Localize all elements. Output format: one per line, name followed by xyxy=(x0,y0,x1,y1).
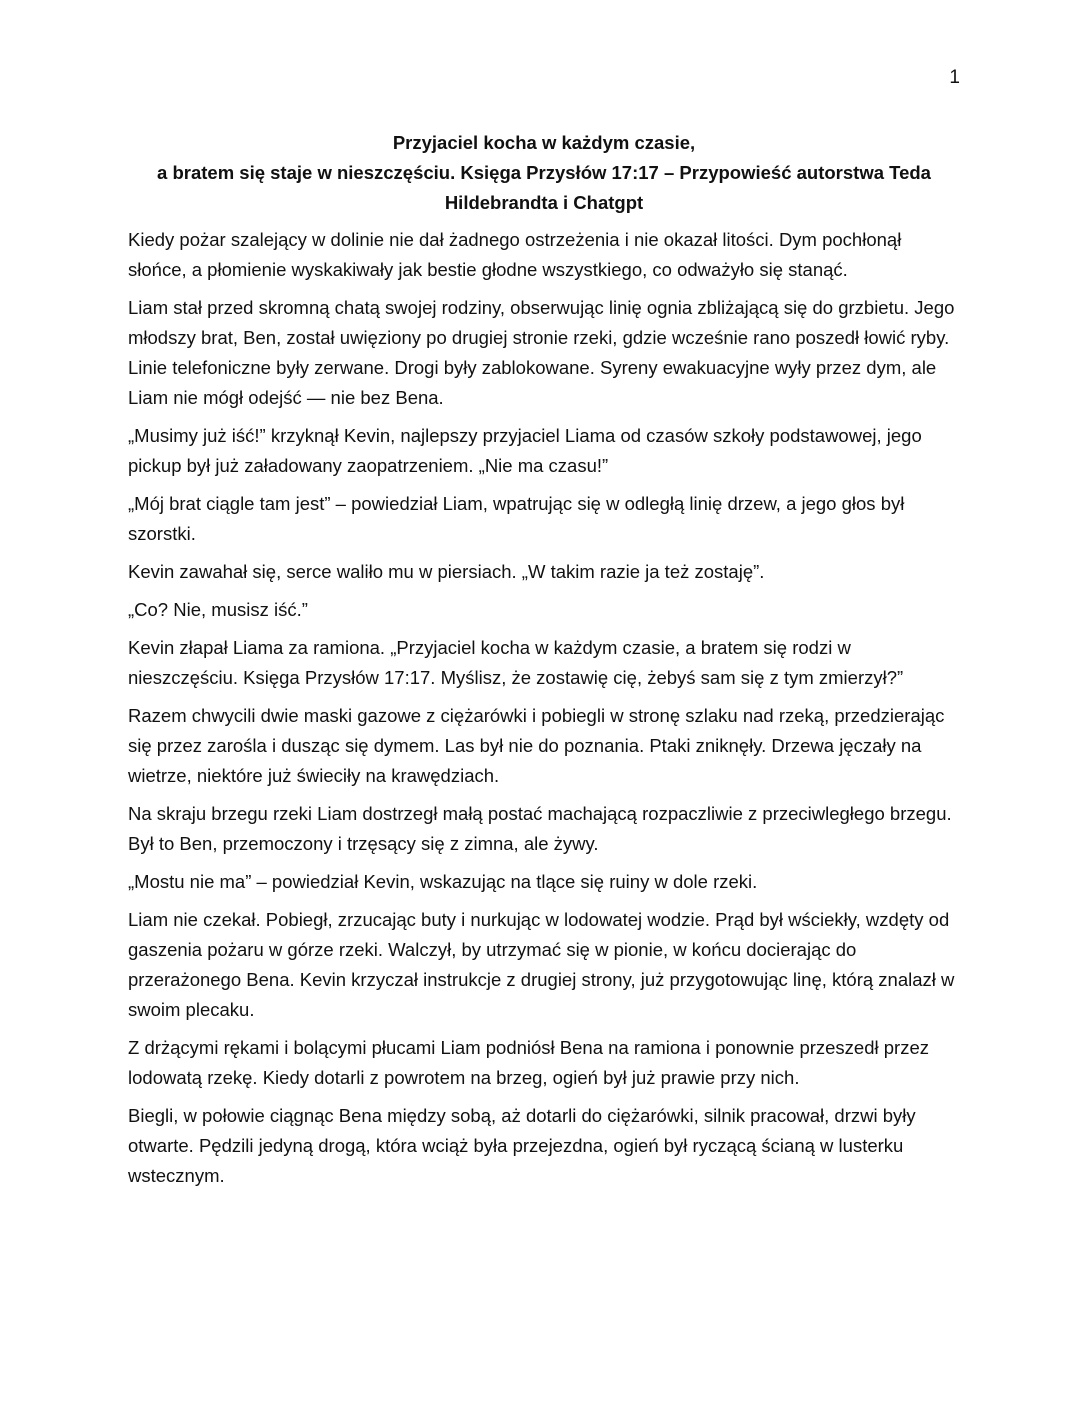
document-title xyxy=(128,128,960,218)
paragraph: Z drżącymi rękami i bolącymi płucami Liam podniósł Bena na ramiona i ponownie przeszedł przez lodowatą rzekę. Kiedy dotarli z powrotem na brzeg, ogień był już prawie przy nich. xyxy=(128,1037,929,1088)
title-line: Hildebrandta i Chatgpt xyxy=(444,192,644,213)
paragraph: „Mój brat ciągle tam jest” – powiedział Liam, wpatrując się w odległą linię drzew, a jego głos był szorstki. xyxy=(128,493,905,544)
paragraph: Kevin złapał Liama za ramiona. „Przyjaciel kocha w każdym czasie, a bratem się rodzi w nieszczęściu. Księga Przysłów 17:17. Myślisz, że zostawię cię, żebyś sam się z tym zmierzył?” xyxy=(128,637,904,688)
paragraph: Biegli, w połowie ciągnąc Bena między sobą, aż dotarli do ciężarówki, silnik pracował, drzwi były otwarte. Pędzili jedyną drogą, która wciąż była przejezdna, ogień był ryczącą ścianą w lusterku wstecznym. xyxy=(128,1105,916,1186)
paragraph: „Mostu nie ma” – powiedział Kevin, wskazując na tlące się ruiny w dole rzeki. xyxy=(128,871,758,892)
title-line: a bratem się staje w nieszczęściu. Księga Przysłów 17:17 – Przypowieść autorstwa Teda xyxy=(157,162,931,183)
paragraph: „Musimy już iść!” krzyknął Kevin, najlepszy przyjaciel Liama od czasów szkoły podstawowej, jego pickup był już załadowany zaopatrzeniem. „Nie ma czasu!” xyxy=(128,425,922,476)
paragraph: Na skraju brzegu rzeki Liam dostrzegł małą postać machającą rozpaczliwie z przeciwległego brzegu. Był to Ben, przemoczony i trzęsący się z zimna, ale żywy. xyxy=(128,803,952,854)
document-body xyxy=(128,128,960,1199)
page-number: 1 xyxy=(949,67,960,88)
paragraph: Liam nie czekał. Pobiegł, zrzucając buty i nurkując w lodowatej wodzie. Prąd był wściekły, wzdęty od gaszenia pożaru w górze rzeki. Walczył, by utrzymać się w pionie, w końcu docierając do przerażonego Bena. Kevin krzyczał instrukcje z drugiej strony, już przygotowując linę, którą znalazł w swoim plecaku. xyxy=(128,909,955,1020)
paragraph: Kevin zawahał się, serce waliło mu w piersiach. „W takim razie ja też zostaję”. xyxy=(128,561,765,582)
paragraph: Razem chwycili dwie maski gazowe z ciężarówki i pobiegli w stronę szlaku nad rzeką, przedzierając się przez zarośla i dusząc się dymem. Las był nie do poznania. Ptaki zniknęły. Drzewa jęczały na wietrze, niektóre już świeciły na krawędziach. xyxy=(128,705,945,786)
paragraph: Liam stał przed skromną chatą swojej rodziny, obserwując linię ognia zbliżającą się do grzbietu. Jego młodszy brat, Ben, został uwięziony po drugiej stronie rzeki, gdzie wcześnie rano poszedł łowić ryby. Linie telefoniczne były zerwane. Drogi były zablokowane. Syreny ewakuacyjne wyły przez dym, ale Liam nie mógł odejść — nie bez Bena. xyxy=(128,297,955,408)
paragraph: Kiedy pożar szalejący w dolinie nie dał żadnego ostrzeżenia i nie okazał litości. Dym pochłonął słońce, a płomienie wyskakiwały jak bestie głodne wszystkiego, co odważyło się stanąć. xyxy=(128,229,902,280)
title-line: Przyjaciel kocha w każdym czasie, xyxy=(392,132,696,153)
paragraph: „Co? Nie, musisz iść.” xyxy=(128,599,308,620)
